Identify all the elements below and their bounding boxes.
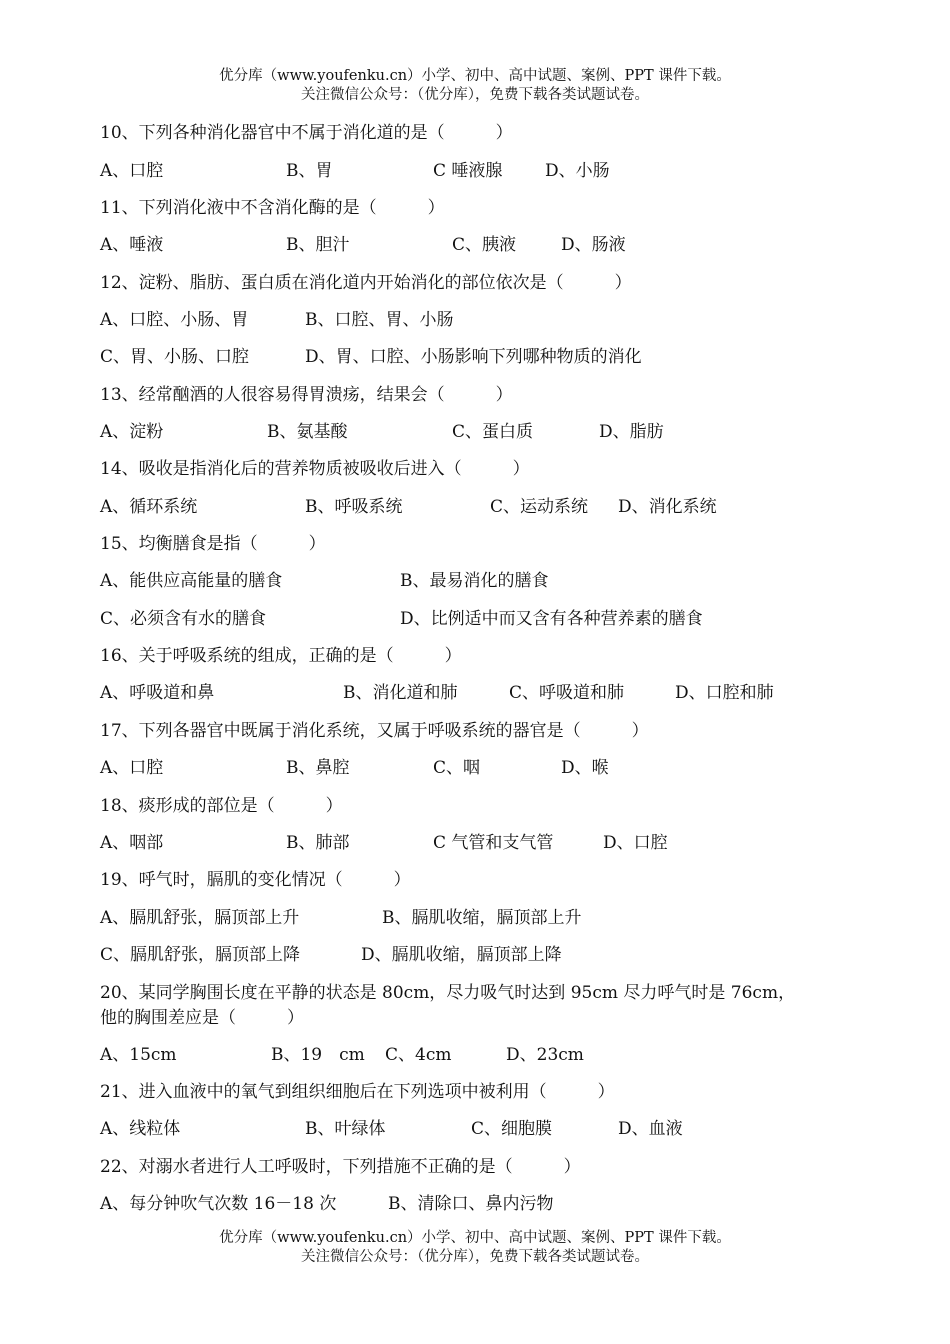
question-21-stem: 21、进入血液中的氧气到组织细胞后在下列选项中被利用（ ） (100, 1082, 615, 1102)
option-a: A、咽部 (100, 833, 164, 853)
page-footer (0, 1229, 950, 1267)
option-d: D、膈肌收缩，膈顶部上降 (361, 945, 562, 965)
option-d: D、口腔 (603, 833, 668, 853)
option-a: A、线粒体 (100, 1119, 181, 1139)
page-header (0, 67, 950, 105)
option-d: D、血液 (618, 1119, 683, 1139)
question-15-stem: 15、均衡膳食是指（ ） (100, 534, 326, 554)
question-14-stem: 14、吸收是指消化后的营养物质被吸收后进入（ ） (100, 459, 530, 479)
option-a: A、口腔 (100, 161, 164, 181)
option-d: D、肠液 (561, 235, 626, 255)
option-c: C 气管和支气管 (433, 833, 554, 853)
question-12-stem: 12、淀粉、脂肪、蛋白质在消化道内开始消化的部位依次是（ ） (100, 273, 632, 293)
option-c: C、必须含有水的膳食 (100, 609, 267, 629)
option-c: C、蛋白质 (452, 422, 534, 442)
option-d: D、23cm (506, 1045, 584, 1065)
question-20-stem: 20、某同学胸围长度在平静的状态是 80cm，尽力吸气时达到 95cm 尽力呼气时是 76cm， (100, 983, 796, 1003)
option-c: C、细胞膜 (471, 1119, 553, 1139)
option-c: C、呼吸道和肺 (509, 683, 625, 703)
header-line-1: 优分库（www.youfenku.cn）小学、初中、高中试题、案例、PPT 课件下载。 (219, 68, 731, 84)
option-a: A、口腔 (100, 758, 164, 778)
option-c: C、4cm (385, 1045, 452, 1065)
option-d: D、胃、口腔、小肠影响下列哪种物质的消化 (305, 347, 642, 367)
option-a: A、每分钟吹气次数 16－18 次 (100, 1194, 337, 1214)
option-a: A、循环系统 (100, 497, 198, 517)
option-b: B、氨基酸 (267, 422, 348, 442)
option-b: B、膈肌收缩，膈顶部上升 (382, 908, 582, 928)
option-c: C 唾液腺 (433, 161, 503, 181)
option-d: D、口腔和肺 (675, 683, 774, 703)
option-a: A、15cm (100, 1045, 177, 1065)
footer-line-1: 优分库（www.youfenku.cn）小学、初中、高中试题、案例、PPT 课件下载。 (219, 1230, 731, 1246)
option-d: D、喉 (561, 758, 609, 778)
question-17-stem: 17、下列各器官中既属于消化系统，又属于呼吸系统的器官是（ ） (100, 721, 649, 741)
option-b: B、鼻腔 (286, 758, 350, 778)
question-19-stem: 19、呼气时，膈肌的变化情况（ ） (100, 870, 411, 890)
option-b: B、最易消化的膳食 (400, 571, 549, 591)
option-a: A、唾液 (100, 235, 164, 255)
footer-line-2: 关注微信公众号：（优分库），免费下载各类试题试卷。 (301, 1249, 649, 1265)
question-18-stem: 18、痰形成的部位是（ ） (100, 796, 343, 816)
option-c: C、运动系统 (490, 497, 589, 517)
option-b: B、呼吸系统 (305, 497, 403, 517)
option-d: D、消化系统 (618, 497, 717, 517)
option-c: C、胃、小肠、口腔 (100, 347, 250, 367)
option-c: C、膈肌舒张，膈顶部上降 (100, 945, 301, 965)
option-a: A、口腔、小肠、胃 (100, 310, 249, 330)
question-13-stem: 13、经常酗酒的人很容易得胃溃疡，结果会（ ） (100, 385, 513, 405)
option-b: B、口腔、胃、小肠 (305, 310, 454, 330)
header-line-2: 关注微信公众号：（优分库），免费下载各类试题试卷。 (301, 87, 649, 103)
question-22-stem: 22、对溺水者进行人工呼吸时，下列措施不正确的是（ ） (100, 1157, 581, 1177)
question-16-stem: 16、关于呼吸系统的组成，正确的是（ ） (100, 646, 462, 666)
option-b: B、消化道和肺 (343, 683, 458, 703)
option-d: D、脂肪 (599, 422, 664, 442)
option-b: B、19 cm (271, 1045, 365, 1065)
option-d: D、小肠 (545, 161, 610, 181)
question-11-stem: 11、下列消化液中不含消化酶的是（ ） (100, 198, 445, 218)
question-20-stem-continued: 他的胸围差应是（ ） (100, 1008, 304, 1028)
option-c: C、咽 (433, 758, 481, 778)
option-c: C、胰液 (452, 235, 517, 255)
option-b: B、肺部 (286, 833, 350, 853)
option-a: A、呼吸道和鼻 (100, 683, 215, 703)
option-b: B、清除口、鼻内污物 (388, 1194, 554, 1214)
option-b: B、叶绿体 (305, 1119, 386, 1139)
option-a: A、能供应高能量的膳食 (100, 571, 283, 591)
option-a: A、膈肌舒张，膈顶部上升 (100, 908, 300, 928)
question-10-stem: 10、下列各种消化器官中不属于消化道的是（ ） (100, 123, 513, 143)
option-d: D、比例适中而又含有各种营养素的膳食 (400, 609, 703, 629)
option-b: B、胆汁 (286, 235, 350, 255)
option-b: B、胃 (286, 161, 333, 181)
option-a: A、淀粉 (100, 422, 164, 442)
